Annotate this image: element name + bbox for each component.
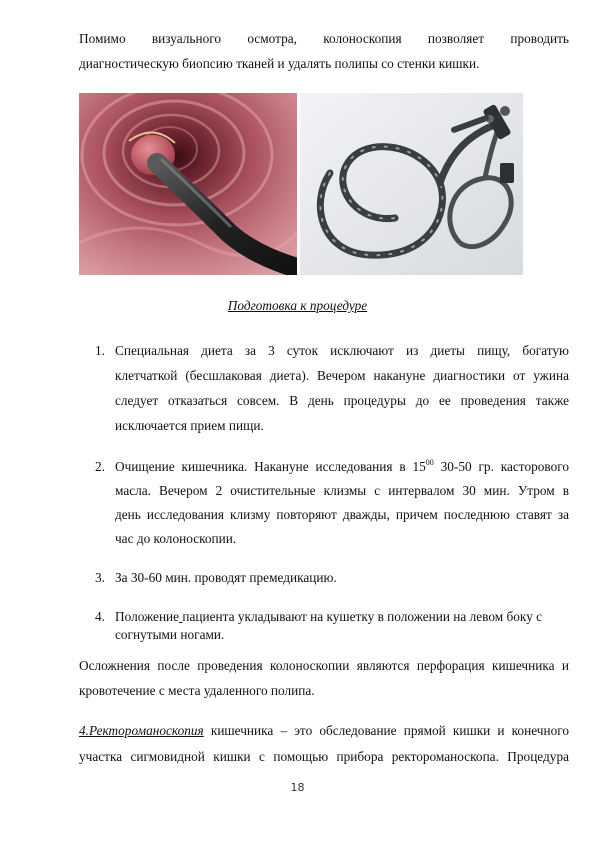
paragraph-text: кишечника – это обследование прямой кишки и конечного	[203, 723, 569, 738]
rectoscopy-title: 4.Ректороманоскопия	[79, 723, 204, 738]
list-line: масла. Вечером 2 очистительные клизмы с интервалом 30 мин. Утром в	[115, 483, 569, 498]
colonoscope-device-image	[300, 93, 523, 275]
list-line: клетчаткой (бесшлаковая диета). Вечером накануне диагностики от ужина	[115, 368, 569, 383]
colonoscopy-polyp-removal-image	[79, 93, 297, 275]
paragraph-line	[79, 718, 569, 744]
rectoscopy-paragraph	[79, 718, 569, 770]
section-title: Подготовка к процедуре	[227, 298, 368, 313]
list-number: 2.	[95, 459, 105, 474]
list-text: 30-50 гр. касторового	[433, 459, 569, 474]
list-text: Положение	[115, 609, 180, 624]
list-line: За 30-60 мин. проводят премедикацию.	[115, 570, 337, 585]
list-line	[115, 455, 569, 479]
intro-line-1	[79, 27, 569, 51]
list-number: 1.	[95, 343, 105, 358]
page-number: 18	[290, 781, 305, 794]
intro-word: визуального	[151, 31, 222, 46]
list-line	[115, 608, 569, 626]
intro-word: позволяет	[427, 31, 485, 46]
intro-word: Помимо	[79, 31, 126, 46]
list-line: исключается прием пищи.	[115, 418, 264, 433]
list-text: пациента укладывают на кушетку в положении на левом боку с	[182, 609, 543, 624]
paragraph-line: кровотечение с места удаленного полипа.	[79, 683, 315, 698]
paragraph-line: участка сигмовидной кишки с помощью прибора ректороманоскопа. Процедура	[79, 749, 569, 764]
intro-word: колоноскопия	[323, 31, 402, 46]
list-line: Специальная диета за 3 суток исключают из диеты пищу, богатую	[115, 343, 569, 358]
intro-word: проводить	[510, 31, 569, 46]
list-line: час до колоноскопии.	[115, 531, 237, 546]
time-superscript: 00	[425, 458, 434, 467]
intro-line-2: диагностическую биопсию тканей и удалять полипы со стенки кишки.	[79, 56, 480, 71]
list-line: день исследования клизму повторяют дважды, причем последнюю ставят за	[115, 507, 569, 522]
list-number: 4.	[95, 609, 105, 624]
list-number: 3.	[95, 570, 105, 585]
list-text: Очищение кишечника. Накануне исследования в 15	[115, 459, 426, 474]
intro-word: осмотра,	[247, 31, 297, 46]
list-line: следует отказаться совсем. В день процедуры до ее проведения также	[115, 393, 569, 408]
list-line: согнутыми ногами.	[115, 627, 225, 642]
paragraph-line: Осложнения после проведения колоноскопии являются перфорация кишечника и	[79, 658, 569, 673]
complications-paragraph	[79, 653, 569, 703]
